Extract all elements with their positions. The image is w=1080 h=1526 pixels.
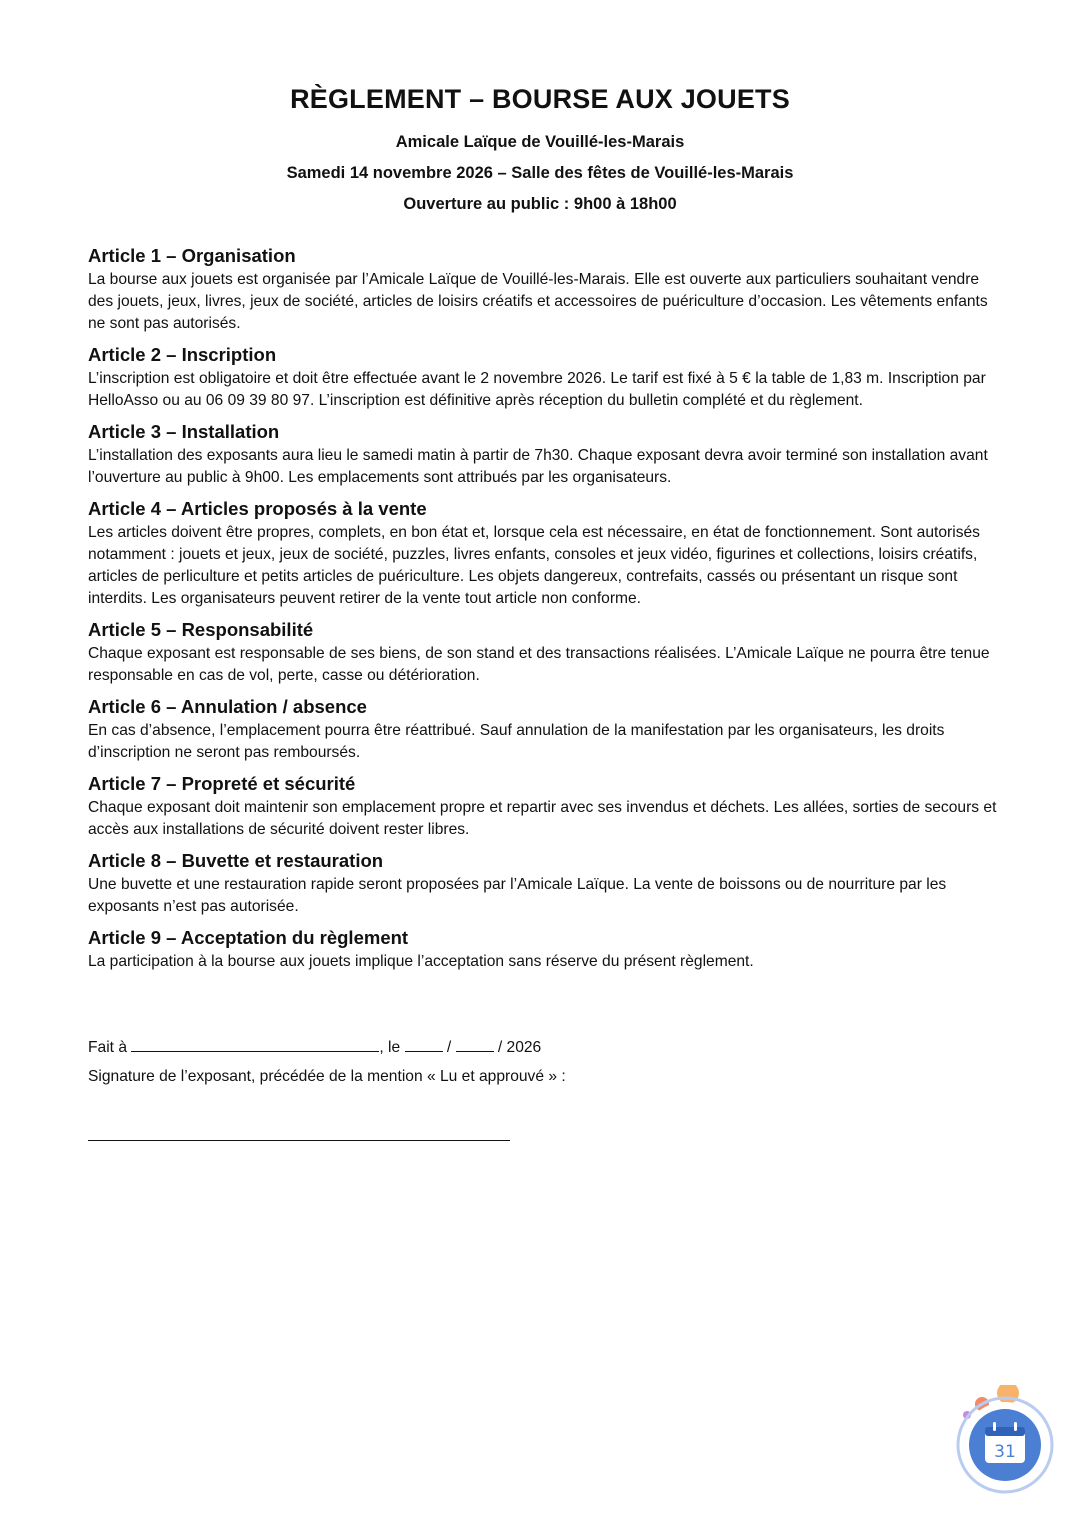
article-5 [88, 617, 998, 687]
article-7 [88, 771, 998, 841]
signature-label: Signature de l’exposant, précédée de la mention « Lu et approuvé » : [88, 1068, 566, 1085]
article-2 [88, 342, 998, 412]
article-heading: Article 2 – Inscription [88, 344, 277, 365]
article-heading: Article 1 – Organisation [88, 245, 296, 266]
article-9 [88, 925, 998, 973]
article-text: L’inscription est obligatoire et doit être effectuée avant le 2 novembre 2026. Le tarif est fixé à 5 € la table de 1,83 m. Inscription par HelloAsso ou au 06 09 39 80 97. L’inscription est définitive après réception du bulletin complété et du règlement. [88, 370, 986, 409]
month-blank[interactable] [456, 1037, 494, 1052]
article-heading: Article 9 – Acceptation du règlement [88, 927, 409, 948]
signature-line[interactable] [88, 1140, 510, 1141]
article-heading: Article 8 – Buvette et restauration [88, 850, 384, 871]
article-text: Les articles doivent être propres, complets, en bon état et, lorsque cela est nécessaire, en état de fonctionnement. Sont autorisés notamment : jouets et jeux, jeux de société, puzzles, livres enfants, consoles et jeux vidéo, figurines et collections, loisirs créatifs, articles de perliculture et petits articles de puériculture. Les objets dangereux, contrefaits, cassés ou présentant un risque sont interdits. Les organisateurs peuvent retirer de la vente tout article non conforme. [88, 524, 980, 607]
article-8 [88, 848, 998, 918]
article-heading: Article 5 – Responsabilité [88, 619, 314, 640]
date-label: , le [379, 1039, 401, 1056]
article-text: Une buvette et une restauration rapide seront proposées par l’Amicale Laïque. La vente de boissons ou de nourriture par les exposants n’est pas autorisée. [88, 876, 947, 915]
opening-hours: Ouverture au public : 9h00 à 18h00 [403, 195, 677, 213]
day-blank[interactable] [405, 1037, 443, 1052]
document-title: RÈGLEMENT – BOURSE AUX JOUETS [290, 84, 790, 114]
article-text: Chaque exposant doit maintenir son emplacement propre et repartir avec ses invendus et déchets. Les allées, sorties de secours et accès aux installations de sécurité doivent rester libres. [88, 799, 997, 838]
calendar-icon [950, 1385, 1060, 1495]
article-4 [88, 496, 998, 610]
year-label: / 2026 [497, 1039, 542, 1056]
fait-label: Fait à [88, 1039, 127, 1056]
organizer-name: Amicale Laïque de Vouillé-les-Marais [395, 133, 685, 151]
article-text: La bourse aux jouets est organisée par l’Amicale Laïque de Vouillé-les-Marais. Elle est ouverte aux particuliers souhaitant vendre des jouets, jeux, livres, jeux de société, articles de loisirs créatifs et accessoires de puériculture d’occasion. Les vêtements enfants ne sont pas autorisés. [88, 271, 988, 332]
article-text: La participation à la bourse aux jouets implique l’acceptation sans réserve du présent règlement. [88, 953, 754, 970]
article-heading: Article 6 – Annulation / absence [88, 696, 367, 717]
article-text: Chaque exposant est responsable de ses biens, de son stand et des transactions réalisées. L’Amicale Laïque ne pourra être tenue responsable en cas de vol, perte, casse ou détérioration. [88, 645, 990, 684]
calendar-badge[interactable] [950, 1385, 1060, 1495]
calendar-day-number: 31 [994, 1442, 1016, 1462]
article-heading: Article 4 – Articles proposés à la vente [88, 498, 427, 519]
date-separator: / [446, 1039, 452, 1056]
article-6 [88, 694, 998, 764]
articles-list [88, 243, 998, 980]
calendar-ring-right [1014, 1422, 1017, 1431]
orange-dot [997, 1385, 1019, 1404]
place-blank[interactable] [131, 1037, 379, 1052]
event-date-place: Samedi 14 novembre 2026 – Salle des fêtes de Vouillé-les-Marais [286, 164, 794, 182]
article-heading: Article 3 – Installation [88, 421, 280, 442]
place-date-line [88, 1037, 541, 1059]
calendar-ring-left [993, 1422, 996, 1431]
article-3 [88, 419, 998, 489]
article-1 [88, 243, 998, 335]
article-text: En cas d’absence, l’emplacement pourra être réattribué. Sauf annulation de la manifestation par les organisateurs, les droits d’inscription ne seront pas remboursés. [88, 722, 945, 761]
calendar-header [985, 1427, 1025, 1436]
article-heading: Article 7 – Propreté et sécurité [88, 773, 356, 794]
article-text: L’installation des exposants aura lieu le samedi matin à partir de 7h30. Chaque exposant devra avoir terminé son installation avant l’ouverture au public à 9h00. Les emplacements sont attribués par les organisateurs. [88, 447, 988, 486]
